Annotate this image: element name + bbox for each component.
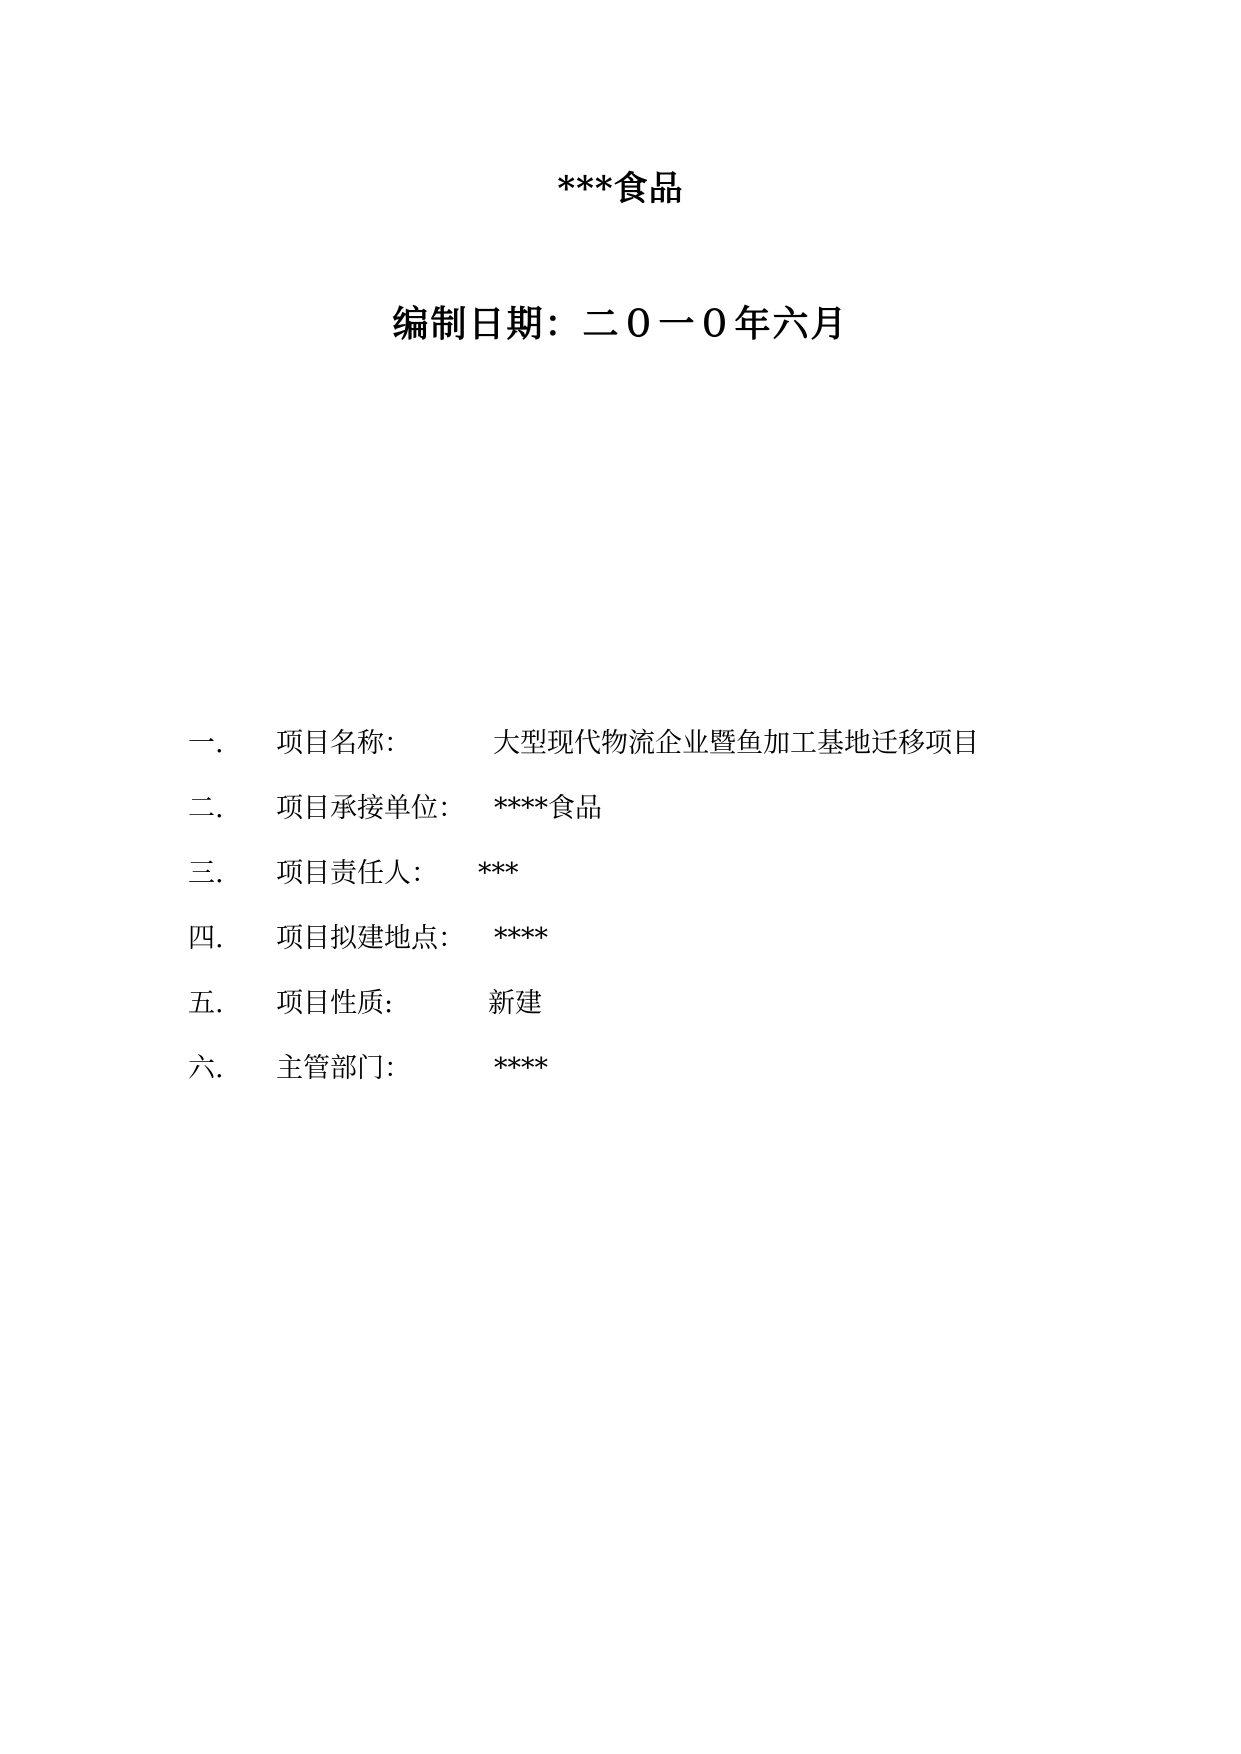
item-number: 六. <box>188 1053 224 1084</box>
item-number: 五. <box>188 988 224 1019</box>
item-label: 项目名称： <box>276 728 411 759</box>
info-row-responsible-person <box>188 856 1088 921</box>
info-row-undertaking-unit <box>188 791 1088 856</box>
item-value: **** <box>494 1053 548 1084</box>
item-number: 二. <box>188 793 224 824</box>
item-value: 大型现代物流企业暨鱼加工基地迁移项目 <box>493 728 979 759</box>
compile-date: 编制日期：二０一０年六月 <box>392 303 849 345</box>
document-title: ***食品 <box>557 169 684 209</box>
project-info-list <box>188 726 1088 1116</box>
item-label: 项目性质: <box>276 988 394 1019</box>
item-number: 一. <box>188 728 224 759</box>
item-label: 项目责任人： <box>276 858 438 889</box>
item-value: ****食品 <box>494 793 602 824</box>
item-value: *** <box>478 858 519 889</box>
item-label: 主管部门： <box>276 1053 411 1084</box>
info-row-project-nature <box>188 986 1088 1051</box>
info-row-competent-department <box>188 1051 1088 1116</box>
item-label: 项目拟建地点： <box>276 923 465 954</box>
info-row-proposed-site <box>188 921 1088 986</box>
info-row-project-name <box>188 726 1088 791</box>
item-value: 新建 <box>488 988 542 1019</box>
item-number: 四. <box>188 923 224 954</box>
item-label: 项目承接单位： <box>276 793 465 824</box>
item-number: 三. <box>188 858 224 889</box>
item-value: **** <box>494 923 548 954</box>
